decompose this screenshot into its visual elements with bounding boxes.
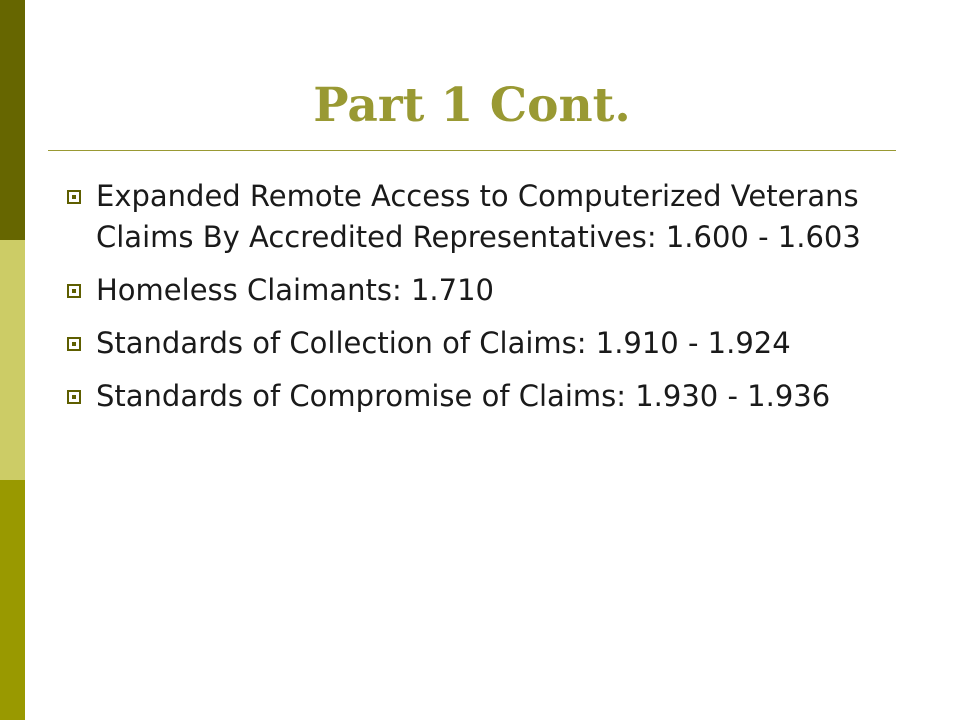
sidebar-decoration [0,0,25,720]
square-bullet-icon [67,390,81,404]
bullet-item [64,376,904,417]
sidebar-segment-light [0,240,25,480]
bullet-text: Standards of Compromise of Claims: 1.930 - 1.936 [96,379,831,413]
bullet-item [64,176,904,258]
bullet-text: Homeless Claimants: 1.710 [96,273,494,307]
title-divider [48,150,896,151]
square-bullet-icon [67,190,81,204]
bullet-item [64,270,904,311]
slide-title: Part 1 Cont. [313,78,631,133]
sidebar-segment-mid [0,480,25,720]
bullet-list [64,176,904,429]
bullet-text: Standards of Collection of Claims: 1.910 - 1.924 [96,326,791,360]
bullet-item [64,323,904,364]
sidebar-segment-dark [0,0,25,240]
bullet-text: Expanded Remote Access to Computerized Veterans Claims By Accredited Representatives: 1.600 - 1.603 [96,179,861,254]
square-bullet-icon [67,284,81,298]
square-bullet-icon [67,337,81,351]
